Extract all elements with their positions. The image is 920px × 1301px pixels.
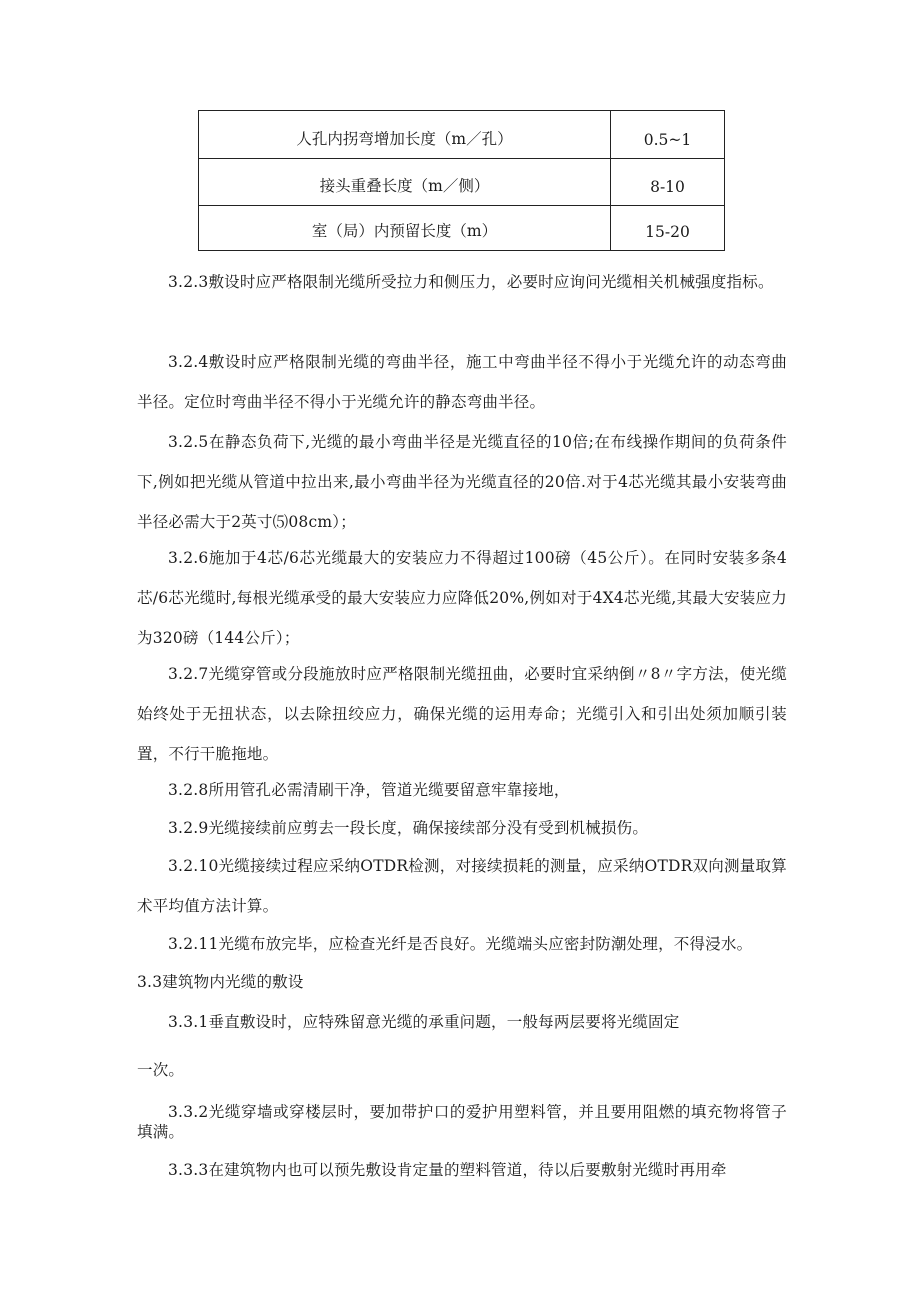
paragraph-3-2-8: 3.2.8所用管孔必需清刷干净，管道光缆要留意牢靠接地，: [168, 781, 570, 799]
paragraph-3-3-1-continued: 一次。: [137, 1061, 185, 1079]
cable-length-table: [198, 110, 725, 251]
paragraph-3-3-1: 3.3.1垂直敷设时，应特殊留意光缆的承重问题，一般每两层要将光缆固定: [168, 1013, 680, 1031]
table-row: [199, 111, 725, 159]
table-cell-value: 0.5~1: [611, 111, 725, 159]
paragraph-3-3-2: 3.3.2光缆穿墙或穿楼层时，要加带护口的爱护用塑料管，并且要用阻燃的填充物将管子填满。: [137, 1103, 787, 1141]
paragraph-3-2-7: 3.2.7光缆穿管或分段施放时应严格限制光缆扭曲，必要时宜采纳倒〃8〃字方法，使光缆始终处于无扭状态，以去除扭绞应力，确保光缆的运用寿命；光缆引入和引出处须加顺引装置，不行干脆拖地。: [137, 665, 787, 763]
paragraph-3-2-11: 3.2.11光缆布放完毕，应检查光纤是否良好。光缆端头应密封防潮处理，不得浸水。: [168, 935, 753, 953]
table-cell-item: 接头重叠长度（m／侧）: [199, 159, 611, 206]
section-heading-3-3: 3.3建筑物内光缆的敷设: [137, 973, 304, 991]
table-cell-value: 8-10: [611, 159, 725, 206]
paragraph-3-2-5: 3.2.5在静态负荷下,光缆的最小弯曲半径是光缆直径的10倍;在布线操作期间的负荷条件下,例如把光缆从管道中拉出来,最小弯曲半径为光缆直径的20倍.对于4芯光缆其最小安装弯曲半径必需大于2英寸⑸08cm）；: [137, 433, 787, 531]
paragraph-3-3-3: 3.3.3在建筑物内也可以预先敷设肯定量的塑料管道，待以后要敷射光缆时再用牵: [168, 1161, 727, 1179]
table-cell-value: 15-20: [611, 206, 725, 251]
table-cell-item: 室（局）内预留长度（m）: [199, 206, 611, 251]
table-row: [199, 206, 725, 251]
paragraph-3-2-6: 3.2.6施加于4芯/6芯光缆最大的安装应力不得超过100磅（45公斤）。在同时安装多条4芯/6芯光缆时,每根光缆承受的最大安装应力应降低20%,例如对于4X4芯光缆,其最大安装应力为320磅（144公斤）；: [137, 549, 787, 647]
paragraph-3-2-4: 3.2.4敷设时应严格限制光缆的弯曲半径，施工中弯曲半径不得小于光缆允许的动态弯曲半径。定位时弯曲半径不得小于光缆允许的静态弯曲半径。: [137, 353, 787, 411]
paragraph-3-2-3: 3.2.3敷设时应严格限制光缆所受拉力和侧压力，必要时应询问光缆相关机械强度指标。: [168, 273, 774, 291]
paragraph-3-2-10: 3.2.10光缆接续过程应采纳OTDR检测，对接续损耗的测量，应采纳OTDR双向测量取算术平均值方法计算。: [137, 857, 787, 915]
table-cell-item: 人孔内拐弯增加长度（m／孔）: [199, 111, 611, 159]
paragraph-3-2-9: 3.2.9光缆接续前应剪去一段长度，确保接续部分没有受到机械损伤。: [168, 819, 649, 837]
table-row: [199, 159, 725, 206]
